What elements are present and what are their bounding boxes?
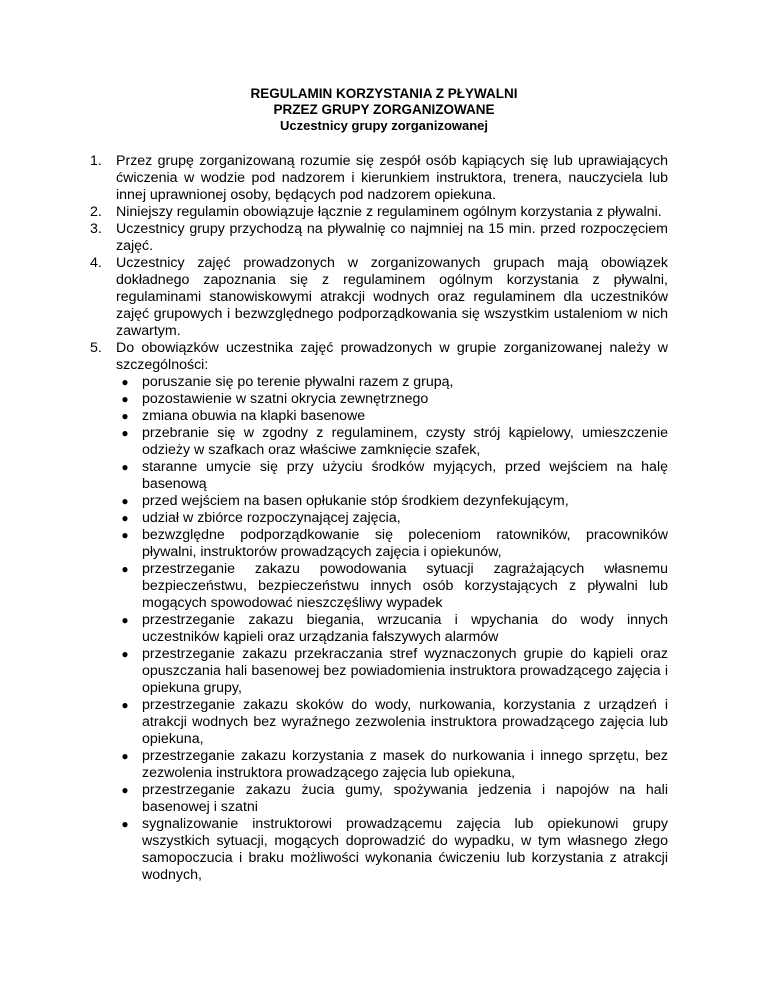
bullet-text: przestrzeganie zakazu żucia gumy, spożywania jedzenia i napojów na hali basenowej i szatni: [142, 782, 668, 815]
list-number: 3.: [90, 221, 102, 237]
bullet-text: bezwzględne podporządkowanie się poleceniom ratowników, pracowników pływalni, instruktorów prowadzących zajęcia i opiekunów,: [142, 527, 668, 560]
bullet-item: [116, 782, 668, 816]
list-item-text: Uczestnicy zajęć prowadzonych w zorganizowanych grupach mają obowiązek dokładnego zapoznania się z regulaminem ogólnym korzystania z pływalni, regulaminami stanowiskowymi atrakcji wodnych oraz regulaminem dla uczestników zajęć grupowych i bezwzględnego podporządkowania się wszystkim ustaleniom w nich zawartym.: [116, 255, 668, 339]
bullet-icon: ●: [121, 647, 129, 661]
bullet-icon: ●: [121, 460, 129, 474]
list-item: [90, 255, 668, 340]
bullet-icon: ●: [121, 698, 129, 712]
document-subtitle: Uczestnicy grupy zorganizowanej: [279, 118, 489, 133]
document-body: [90, 153, 668, 884]
list-number: 2.: [90, 204, 102, 220]
bullet-text: przestrzeganie zakazu skoków do wody, nurkowania, korzystania z urządzeń i atrakcji wodnych bez wyraźnego zezwolenia instruktora prowadzącego zajęcia lub opiekuna,: [142, 697, 668, 747]
list-item-text: Przez grupę zorganizowaną rozumie się zespół osób kąpiących się lub uprawiających ćwiczenia w wodzie pod nadzorem i kierunkiem instruktora, trenera, nauczyciela lub innej uprawnionej osoby, będących pod nadzorem opiekuna.: [116, 153, 668, 203]
bullet-icon: ●: [121, 817, 129, 831]
bullet-item: [116, 816, 668, 884]
bullet-icon: ●: [121, 562, 129, 576]
list-item-text: Niniejszy regulamin obowiązuje łącznie z regulaminem ogólnym korzystania z pływalni.: [116, 204, 662, 220]
bullet-item: [116, 646, 668, 697]
bullet-icon: ●: [121, 375, 129, 389]
bullet-text: przed wejściem na basen opłukanie stóp środkiem dezynfekującym,: [142, 493, 569, 509]
bullet-item: [116, 612, 668, 646]
bullet-item: [116, 527, 668, 561]
bullet-icon: ●: [121, 409, 129, 423]
bullet-icon: ●: [121, 511, 129, 525]
list-item: [90, 340, 668, 884]
bullet-icon: ●: [121, 528, 129, 542]
bullet-text: pozostawienie w szatni okrycia zewnętrznego: [142, 391, 429, 407]
bullet-list: [116, 374, 668, 884]
list-item: [90, 204, 668, 221]
list-item-text: Do obowiązków uczestnika zajęć prowadzonych w grupie zorganizowanej należy w szczególności:: [116, 340, 668, 373]
numbered-list: [90, 153, 668, 884]
bullet-icon: ●: [121, 613, 129, 627]
bullet-item: [116, 408, 668, 425]
bullet-icon: ●: [121, 749, 129, 763]
list-number: 1.: [90, 153, 102, 169]
bullet-item: [116, 493, 668, 510]
bullet-item: [116, 748, 668, 782]
bullet-icon: ●: [121, 783, 129, 797]
list-number: 4.: [90, 255, 102, 271]
bullet-item: [116, 374, 668, 391]
bullet-item: [116, 561, 668, 612]
document-title-line1: REGULAMIN KORZYSTANIA Z PŁYWALNI: [250, 86, 518, 101]
bullet-item: [116, 391, 668, 408]
list-item: [90, 221, 668, 255]
bullet-text: staranne umycie się przy użyciu środków myjących, przed wejściem na halę basenową: [142, 459, 668, 492]
list-item: [90, 153, 668, 204]
bullet-text: zmiana obuwia na klapki basenowe: [142, 408, 366, 424]
bullet-text: przestrzeganie zakazu powodowania sytuacji zagrażających własnemu bezpieczeństwu, bezpieczeństwu innych osób korzystających z pływalni lub mogących spowodować nieszczęśliwy wypadek: [142, 561, 668, 611]
bullet-item: [116, 425, 668, 459]
document-title-line2: PRZEZ GRUPY ZORGANIZOWANE: [273, 102, 495, 117]
bullet-icon: ●: [121, 426, 129, 440]
document-header: [0, 86, 768, 134]
bullet-text: przestrzeganie zakazu korzystania z masek do nurkowania i innego sprzętu, bez zezwolenia instruktora prowadzącego zajęcia lub opiekuna,: [142, 748, 668, 781]
bullet-item: [116, 697, 668, 748]
bullet-text: przestrzeganie zakazu przekraczania stref wyznaczonych grupie do kąpieli oraz opuszczania hali basenowej bez powiadomienia instruktora prowadzącego zajęcia i opiekuna grupy,: [142, 646, 668, 696]
bullet-text: przestrzeganie zakazu biegania, wrzucania i wpychania do wody innych uczestników kąpieli oraz urządzania fałszywych alarmów: [142, 612, 668, 645]
bullet-item: [116, 510, 668, 527]
bullet-icon: ●: [121, 494, 129, 508]
list-item-text: Uczestnicy grupy przychodzą na pływalnię co najmniej na 15 min. przed rozpoczęciem zajęć.: [116, 221, 668, 254]
bullet-text: poruszanie się po terenie pływalni razem z grupą,: [142, 374, 454, 390]
bullet-icon: ●: [121, 392, 129, 406]
list-number: 5.: [90, 340, 102, 356]
bullet-text: sygnalizowanie instruktorowi prowadzącemu zajęcia lub opiekunowi grupy wszystkich sytuacji, mogących doprowadzić do wypadku, w tym własnego złego samopoczucia i braku możliwości wykonania ćwiczeniu lub korzystania z atrakcji wodnych,: [142, 816, 668, 883]
bullet-item: [116, 459, 668, 493]
bullet-text: przebranie się w zgodny z regulaminem, czysty strój kąpielowy, umieszczenie odzieży w szafkach oraz właściwe zamknięcie szafek,: [142, 425, 668, 458]
bullet-text: udział w zbiórce rozpoczynającej zajęcia,: [142, 510, 401, 526]
